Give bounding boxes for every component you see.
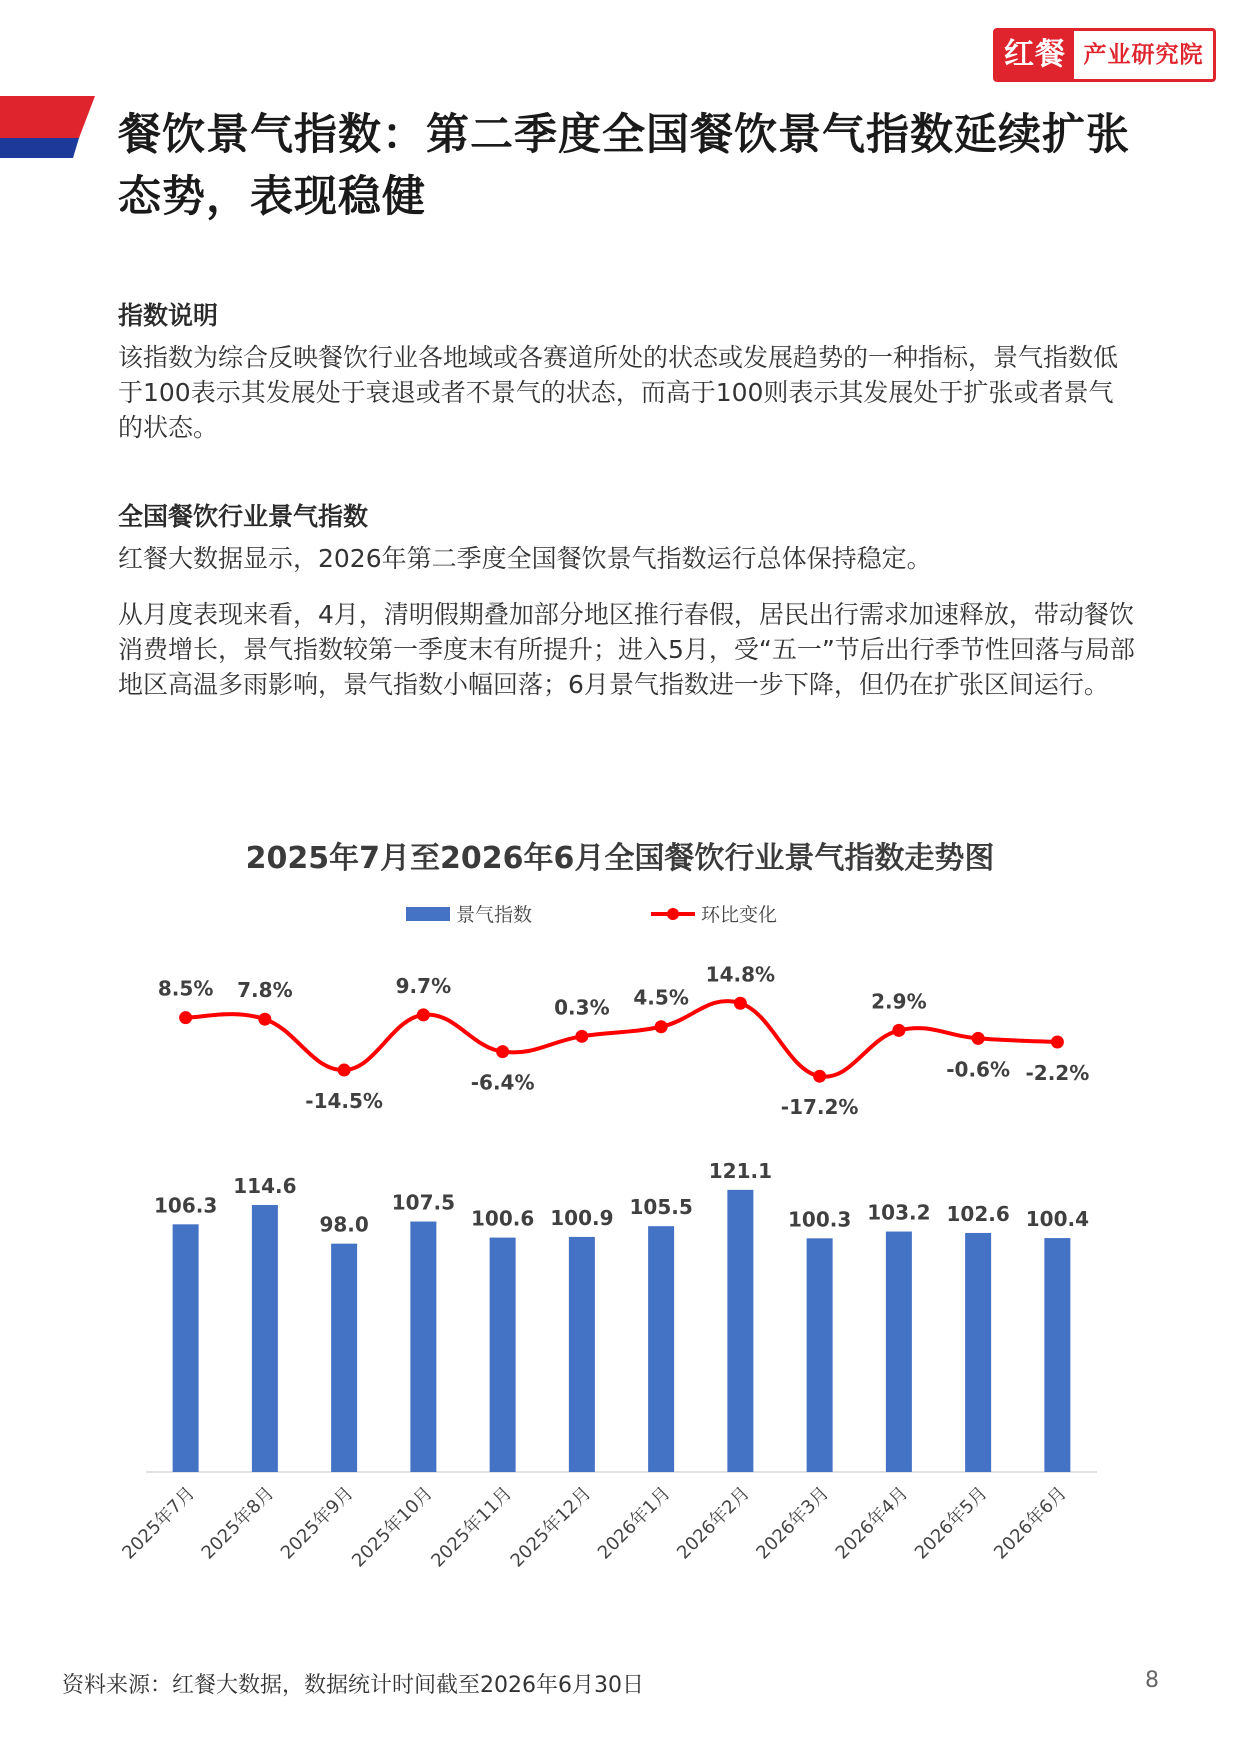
mom-change-point-10	[892, 1024, 905, 1037]
mom-change-label-4: 9.7%	[395, 973, 452, 998]
x-tick-label-7: 2026年1月	[593, 1482, 675, 1564]
mom-change-point-1	[179, 1011, 192, 1024]
x-tick-label-5: 2025年11月	[427, 1482, 517, 1572]
legend-bar-label: 景气指数	[456, 904, 533, 926]
mom-change-label-1: 8.5%	[157, 976, 214, 1001]
mom-change-label-11: -0.6%	[946, 1057, 1011, 1082]
section-heading-national-index: 全国餐饮行业景气指数	[118, 502, 369, 531]
bar-value-label-10: 103.2	[867, 1200, 931, 1225]
bar-12	[1044, 1238, 1070, 1472]
x-tick-label-9: 2026年3月	[752, 1482, 834, 1564]
x-tick-label-11: 2026年5月	[910, 1482, 992, 1564]
mom-change-point-2	[258, 1013, 271, 1026]
national-index-monthly-analysis: 从月度表现来看，4月，清明假期叠加部分地区推行春假，居民出行需求加速释放，带动餐饮消费增长，景气指数较第一季度末有所提升；进入5月，受“五一”节后出行季节性回落与局部地区高温多雨影响，景气指数小幅回落；6月景气指数进一步下降，但仍在扩张区间运行。	[118, 600, 1135, 699]
bar-3	[331, 1244, 357, 1472]
mom-change-point-11	[972, 1032, 985, 1045]
bar-value-label-5: 100.6	[470, 1206, 535, 1231]
bar-11	[965, 1233, 991, 1472]
x-tick-label-6: 2025年12月	[506, 1482, 596, 1572]
x-tick-label-8: 2026年2月	[673, 1482, 754, 1564]
mom-change-label-10: 2.9%	[871, 989, 927, 1014]
mom-change-label-9: -17.2%	[780, 1095, 859, 1120]
mom-change-point-7	[655, 1020, 668, 1033]
x-tick-label-4: 2025年10月	[348, 1482, 437, 1572]
mom-change-label-2: 7.8%	[237, 978, 293, 1003]
bar-1	[173, 1224, 199, 1472]
bar-value-label-12: 100.4	[1025, 1207, 1090, 1232]
bar-4	[410, 1222, 436, 1472]
x-tick-label-2: 2025年8月	[197, 1482, 279, 1564]
bar-value-label-7: 105.5	[629, 1195, 693, 1220]
section-heading-index-note: 指数说明	[118, 301, 219, 330]
mom-change-label-8: 14.8%	[705, 962, 776, 987]
mom-change-label-3: -14.5%	[305, 1089, 383, 1114]
index-note-text: 该指数为综合反映餐饮行业各地域或各赛道所处的状态或发展趋势的一种指标，景气指数低于100表示其发展处于衰退或者不景气的状态，而高于100则表示其发展处于扩张或者景气的状态。	[118, 343, 1119, 442]
mom-change-label-7: 4.5%	[633, 985, 689, 1010]
bar-6	[569, 1237, 595, 1472]
mom-change-point-6	[575, 1030, 588, 1043]
x-tick-label-3: 2025年9月	[276, 1482, 358, 1564]
x-tick-label-1: 2025年7月	[118, 1482, 200, 1564]
mom-change-point-12	[1051, 1036, 1064, 1049]
bar-2	[252, 1205, 278, 1472]
page-title: 餐饮景气指数：第二季度全国餐饮景气指数延续扩张态势，表现稳健	[118, 110, 1130, 222]
bar-value-label-4: 107.5	[391, 1190, 456, 1215]
bar-8	[727, 1190, 753, 1472]
bar-7	[648, 1226, 674, 1472]
bar-value-label-6: 100.9	[550, 1205, 614, 1230]
mom-change-point-8	[734, 997, 747, 1010]
mom-change-point-5	[496, 1045, 509, 1058]
legend-line-label: 环比变化	[701, 904, 778, 926]
bar-value-label-11: 102.6	[946, 1201, 1010, 1226]
bar-10	[886, 1232, 912, 1472]
bar-value-label-1: 106.3	[153, 1193, 218, 1218]
chart-title: 2025年7月至2026年6月全国餐饮行业景气指数走势图	[245, 841, 995, 876]
bar-5	[490, 1238, 516, 1472]
bar-value-label-9: 100.3	[787, 1207, 852, 1232]
x-tick-label-10: 2026年4月	[831, 1482, 913, 1564]
bar-value-label-2: 114.6	[233, 1173, 297, 1198]
mom-change-point-4	[417, 1008, 430, 1021]
data-source-note: 资料来源：红餐大数据，数据统计时间截至2026年6月30日	[62, 1673, 644, 1698]
mom-change-label-6: 0.3%	[554, 995, 610, 1020]
bar-value-label-3: 98.0	[319, 1212, 369, 1237]
mom-change-point-9	[813, 1070, 826, 1083]
mom-change-line	[186, 1001, 1058, 1077]
mom-change-label-5: -6.4%	[470, 1070, 535, 1095]
x-tick-label-12: 2026年6月	[990, 1482, 1071, 1564]
bar-9	[807, 1238, 833, 1472]
logo-brand-text: 产业研究院	[1083, 42, 1204, 68]
page-number: 8	[1145, 1668, 1159, 1693]
mom-change-point-3	[338, 1064, 351, 1077]
logo-brand-mark: 红餐	[996, 31, 1074, 79]
national-index-summary: 红餐大数据显示，2026年第二季度全国餐饮景气指数运行总体保持稳定。	[118, 544, 932, 573]
mom-change-label-12: -2.2%	[1025, 1061, 1090, 1086]
bar-value-label-8: 121.1	[708, 1158, 773, 1183]
